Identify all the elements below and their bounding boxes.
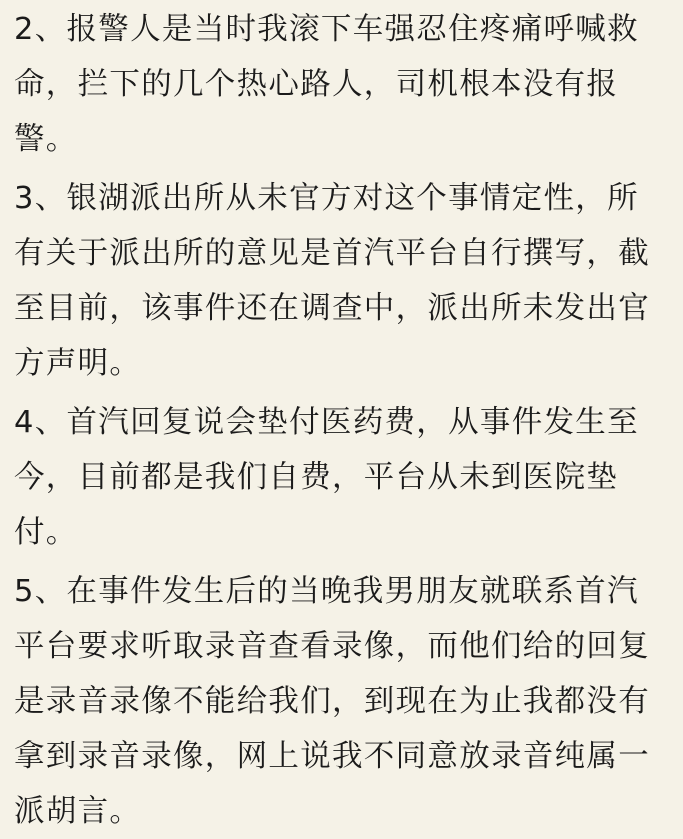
text-line: 3、银湖派出所从未官方对这个事情定性，所: [14, 181, 639, 216]
statement-item-4: [14, 395, 667, 560]
text-line: 至目前，该事件还在调查中，派出所未发出官: [14, 291, 650, 326]
text-line: 命，拦下的几个热心路人，司机根本没有报: [14, 67, 619, 102]
text-line: 2、报警人是当时我滚下车强忍住疼痛呼喊救: [14, 12, 639, 47]
text-line: 今，目前都是我们自费，平台从未到医院垫: [14, 460, 619, 495]
text-line: 付。: [14, 515, 78, 550]
text-line: 警。: [14, 122, 78, 157]
text-line: 5、在事件发生后的当晚我男朋友就联系首汽: [14, 574, 639, 609]
statement-item-3: [14, 171, 667, 391]
text-line: 拿到录音录像，网上说我不同意放录音纯属一: [14, 739, 650, 774]
statement-item-5: [14, 564, 667, 839]
text-line: 是录音录像不能给我们，到现在为止我都没有: [14, 684, 650, 719]
text-line: 有关于派出所的意见是首汽平台自行撰写，截: [14, 236, 650, 271]
text-line: 平台要求听取录音查看录像，而他们给的回复: [14, 629, 650, 664]
statement-item-2: [14, 2, 667, 167]
text-line: 方声明。: [14, 346, 142, 381]
text-line: 4、首汽回复说会垫付医药费，从事件发生至: [14, 405, 639, 440]
text-line: 派胡言。: [14, 794, 142, 829]
